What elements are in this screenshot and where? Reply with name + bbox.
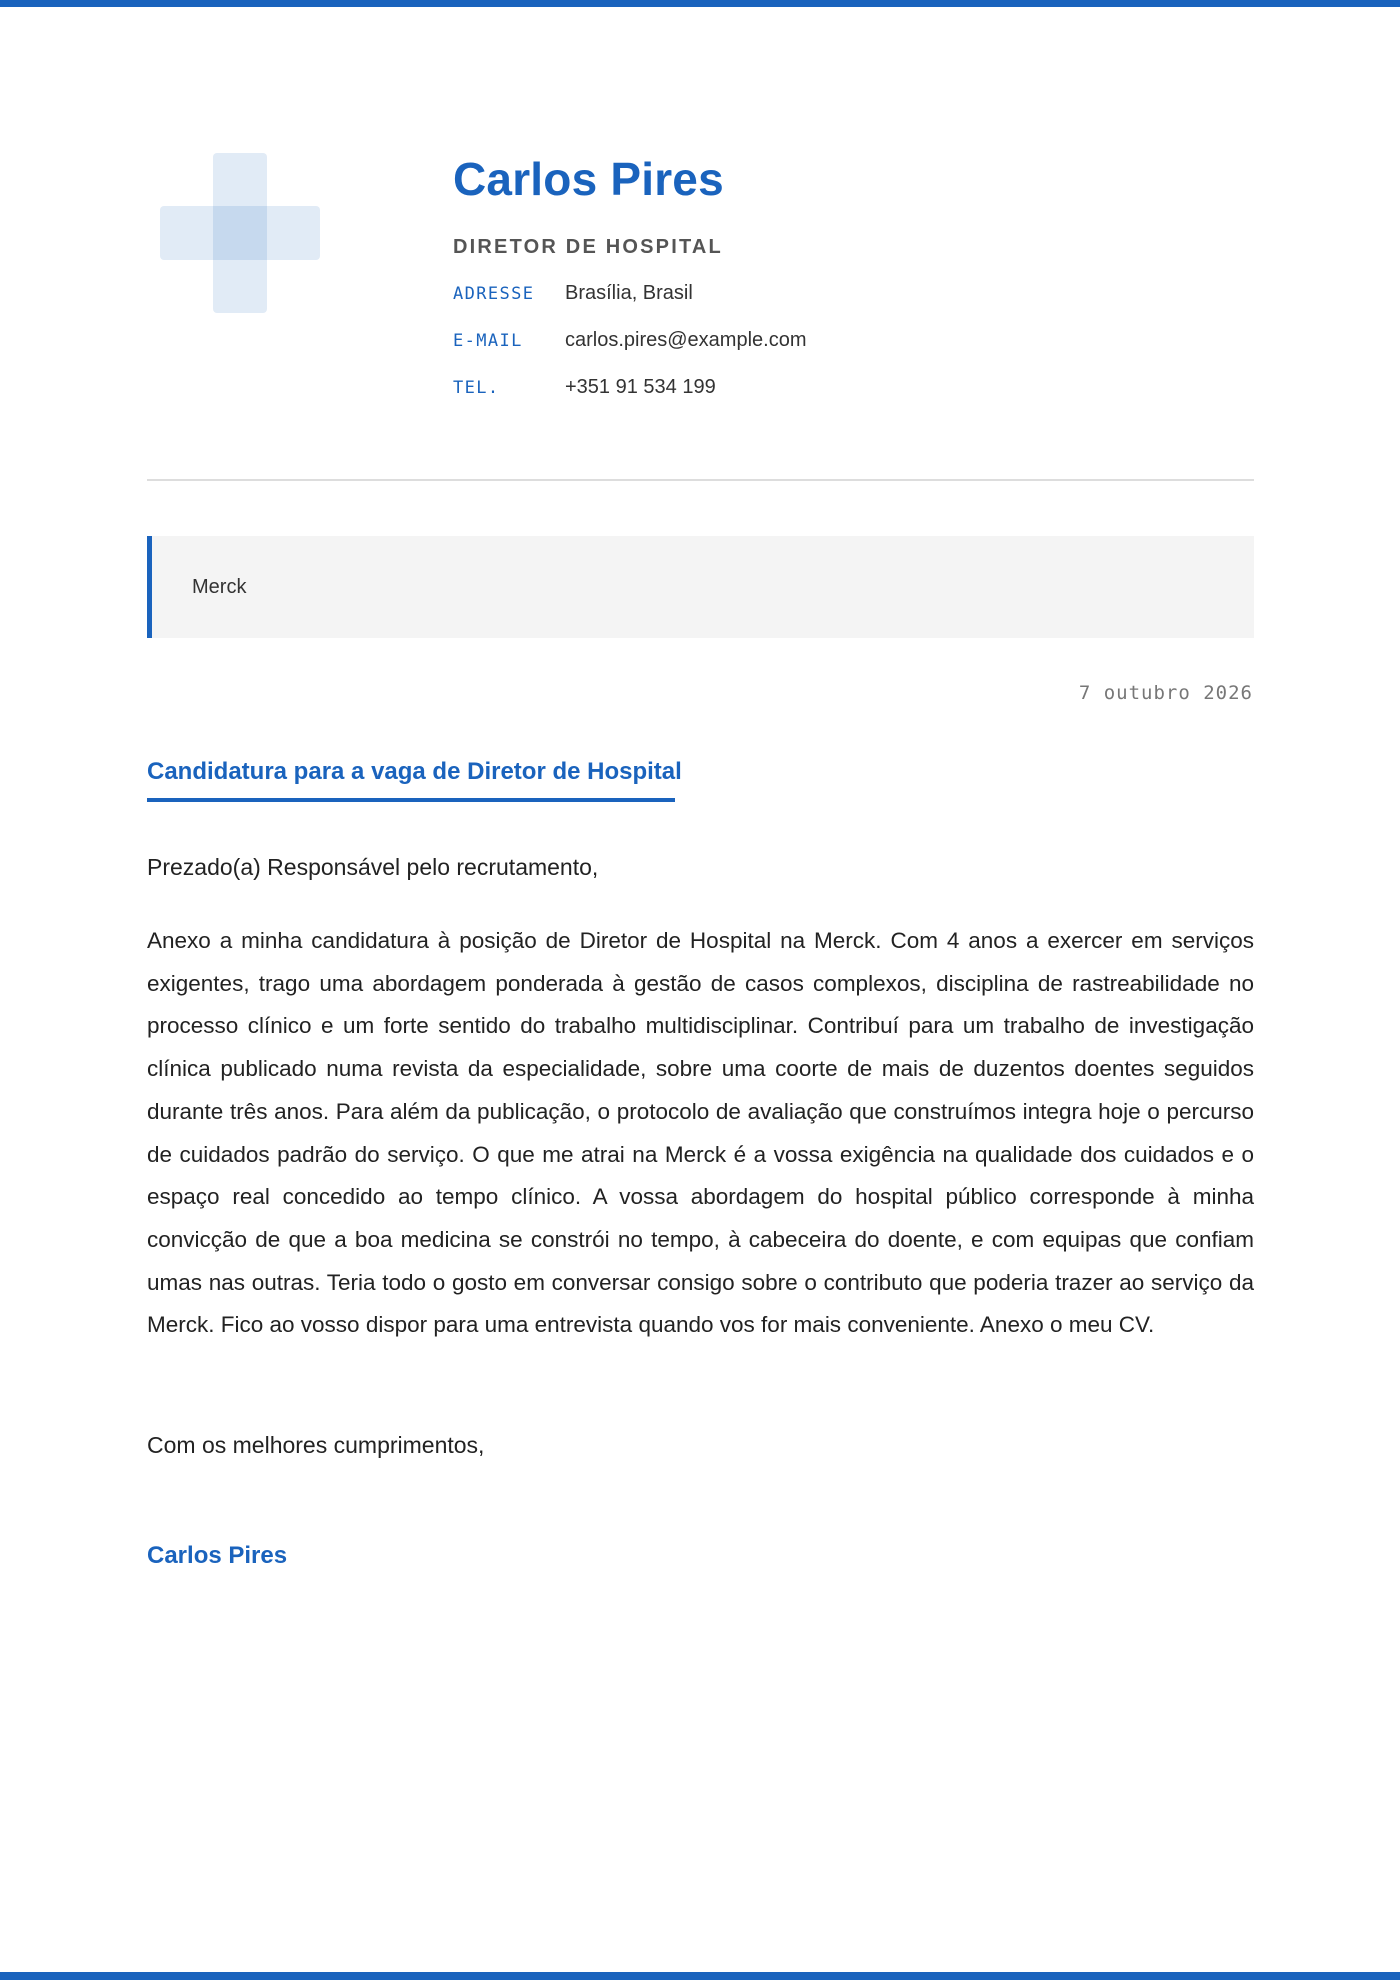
letter-body: Anexo a minha candidatura à posição de Diretor de Hospital na Merck. Com 4 anos a exercer em serviços exigentes, trago uma abordagem ponderada à gestão de casos complexos, disciplina de rastreabilidade no processo clínico e um forte sentido do trabalho multidisciplinar. Contribuí para um trabalho de investigação clínica publicado numa revista da especialidade, sobre uma coorte de mais de duzentos doentes seguidos durante três anos. Para além da publicação, o protocolo de avaliação que construímos integra hoje o percurso de cuidados padrão do serviço. O que me atrai na Merck é a vossa exigência na qualidade dos cuidados e o espaço real concedido ao tempo clínico. A vossa abordagem do hospital público corresponde à minha convicção de que a boa medicina se constrói no tempo, à cabeceira do doente, e com equipas que confiam umas nas outras. Teria todo o gosto em conversar consigo sobre o contributo que poderia trazer ao serviço da Merck. Fico ao vosso dispor para uma entrevista quando vos for mais conveniente. Anexo o meu CV. xyxy=(147,928,1254,1338)
contact-list xyxy=(453,282,1253,423)
recipient-name: Merck xyxy=(192,575,247,598)
contact-row-email xyxy=(453,329,1253,376)
top-accent-bar xyxy=(0,0,1400,7)
bottom-accent-bar xyxy=(0,1972,1400,1980)
letter-closing: Com os melhores cumprimentos, xyxy=(147,1432,485,1458)
letter-date: 7 outubro 2026 xyxy=(1078,682,1253,704)
contact-email[interactable]: carlos.pires@example.com xyxy=(565,329,807,351)
cross-horizontal-bar xyxy=(160,206,320,260)
contact-label: E-MAIL xyxy=(453,331,523,351)
letter-greeting: Prezado(a) Responsável pelo recrutamento, xyxy=(147,854,599,880)
contact-phone: +351 91 534 199 xyxy=(565,376,716,398)
letter-signature: Carlos Pires xyxy=(147,1542,288,1569)
contact-row-address xyxy=(453,282,1253,329)
letter-subject: Candidatura para a vaga de Diretor de Hospital xyxy=(147,758,675,802)
medical-cross-icon xyxy=(160,153,320,313)
letter-header xyxy=(453,148,1253,423)
contact-label: TEL. xyxy=(453,378,500,398)
sender-name: Carlos Pires xyxy=(453,153,724,205)
sender-role: DIRETOR DE HOSPITAL xyxy=(453,236,723,258)
header-divider xyxy=(147,479,1254,481)
contact-address: Brasília, Brasil xyxy=(565,282,693,304)
recipient-box xyxy=(147,536,1254,638)
contact-label: ADRESSE xyxy=(453,284,535,304)
contact-row-phone xyxy=(453,376,1253,423)
